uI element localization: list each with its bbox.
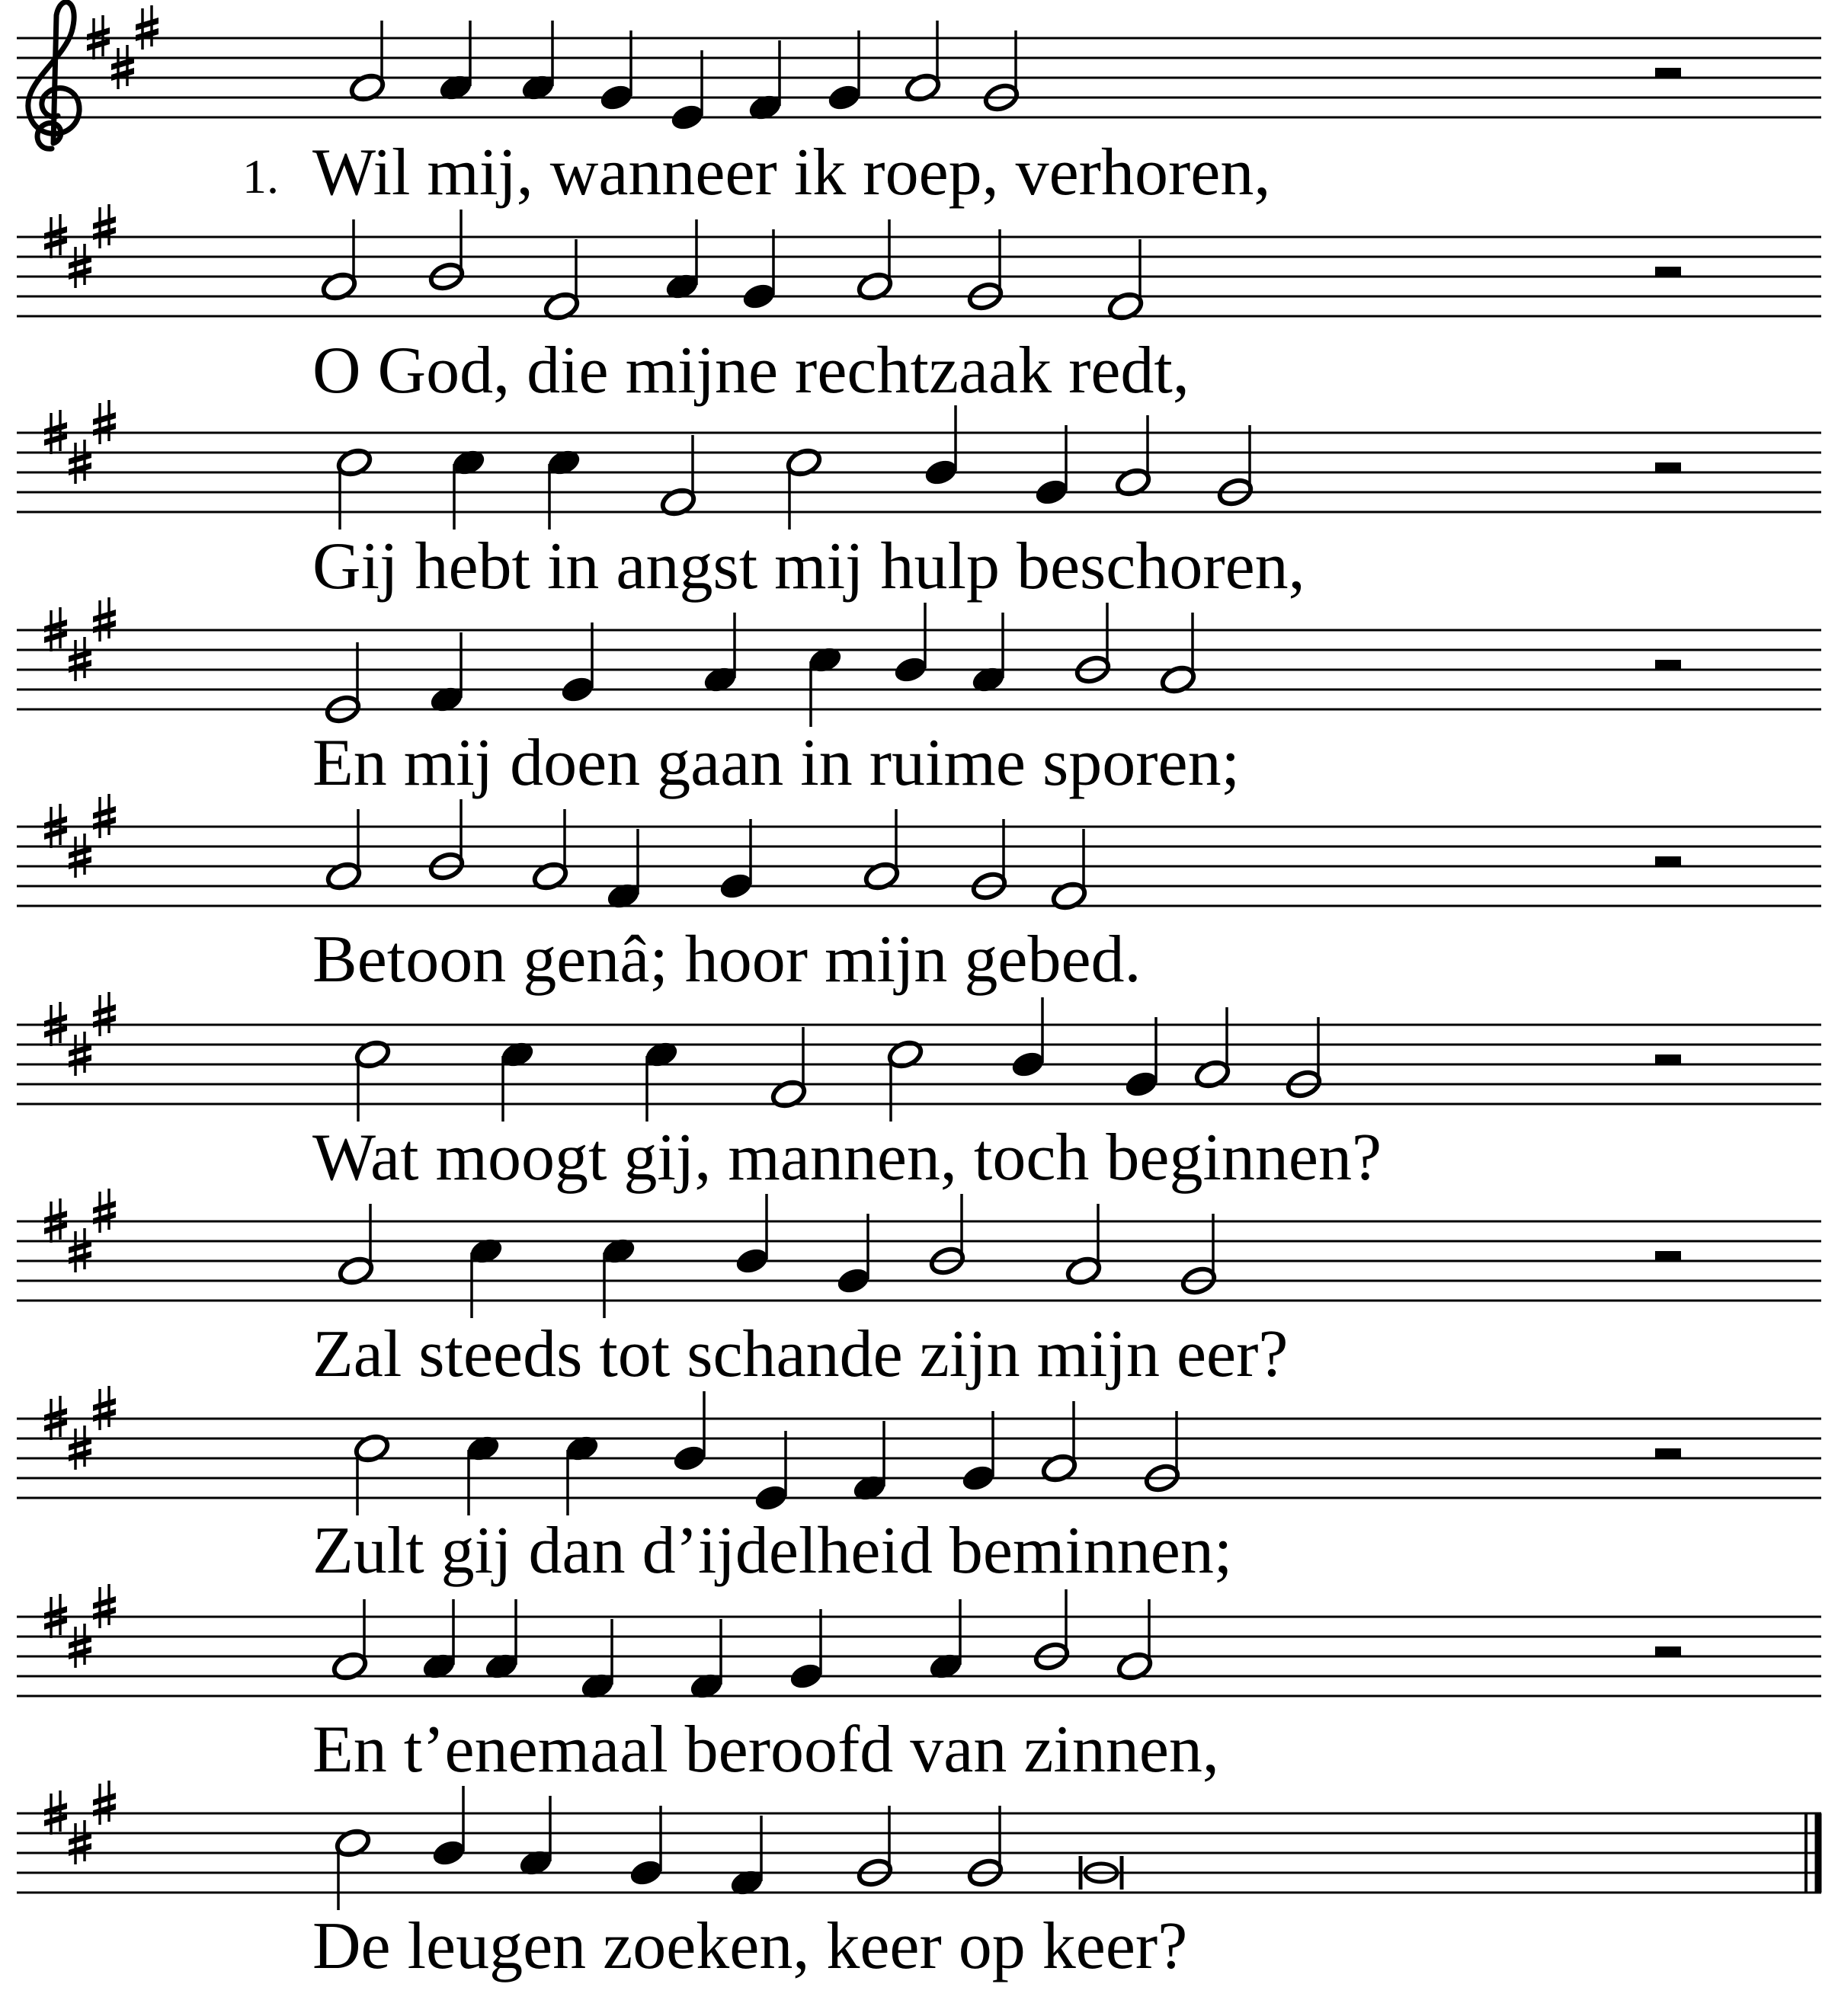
note-1 — [334, 1827, 371, 1910]
lyric-line-8: Zult gij dan d’ijdelheid beminnen; — [312, 1514, 1233, 1588]
sharp-g-icon — [93, 1781, 116, 1825]
note-4 — [627, 1806, 664, 1889]
lyric-line-6: Wat moogt gij, mannen, toch beginnen? — [312, 1121, 1382, 1195]
lyric-line-10: De leugen zoeken, keer op keer? — [312, 1909, 1188, 1983]
staff-lines — [17, 1813, 1821, 1893]
lyric-line-3: Gij hebt in angst mij hulp beschoren, — [312, 530, 1305, 603]
lyric-line-9: En t’enemaal beroofd van zinnen, — [312, 1713, 1219, 1787]
lyric-line-1: Wil mij, wanneer ik roep, verhoren, — [312, 136, 1271, 210]
note-5 — [728, 1816, 765, 1899]
sharp-c-icon — [69, 1820, 91, 1864]
lyric-line-2: O God, die mijne rechtzaak redt, — [312, 334, 1190, 408]
lyric-line-5: Betoon genâ; hoor mijn gebed. — [312, 923, 1142, 997]
verse-number: 1. — [242, 149, 279, 203]
lyric-line-7: Zal steeds tot schande zijn mijn eer? — [312, 1317, 1289, 1391]
note-3 — [517, 1796, 554, 1879]
note-7 — [966, 1806, 1004, 1889]
lyric-line-4: En mij doen gaan in ruime sporen; — [312, 726, 1241, 800]
note-2 — [430, 1786, 467, 1869]
note-6 — [856, 1806, 893, 1889]
